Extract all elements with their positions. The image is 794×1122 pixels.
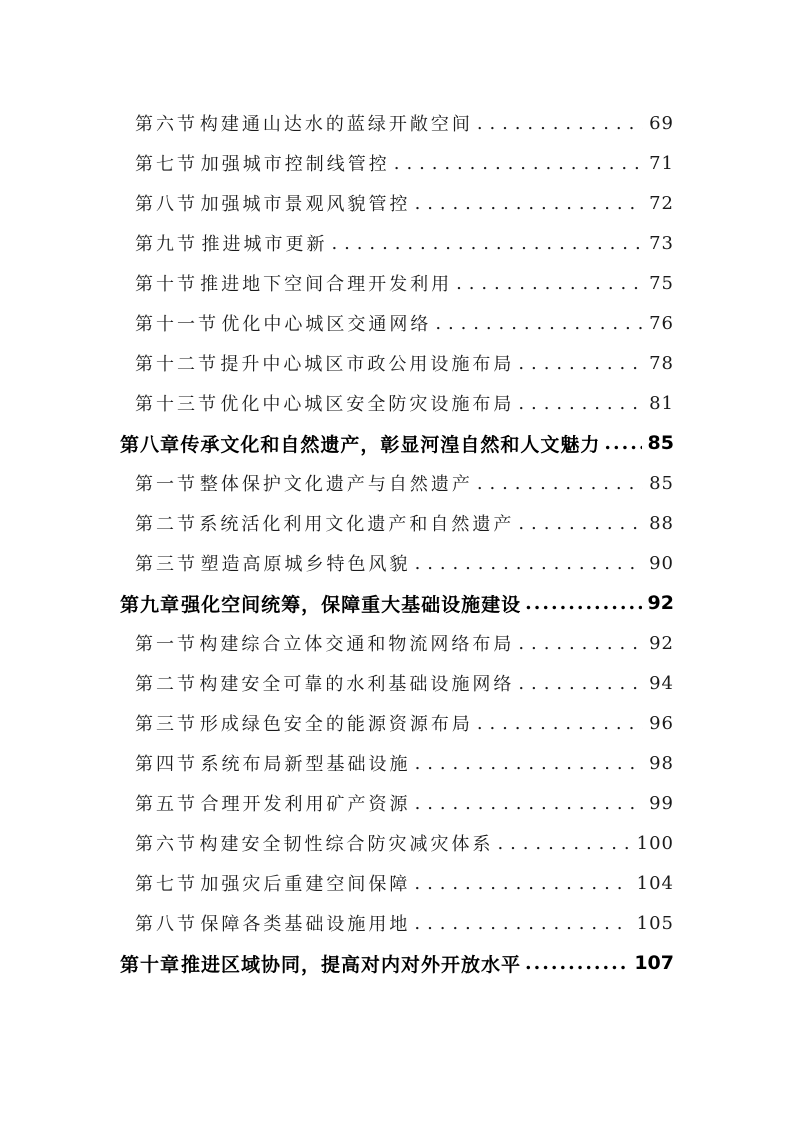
toc-entry-number: 第七节 (135, 874, 198, 895)
toc-entry-title: 优化中心城区安全防灾设施布局 (220, 394, 515, 415)
toc-entry-number: 第十一节 (135, 314, 219, 335)
toc-entry-number: 第三节 (135, 714, 198, 735)
toc-entry-number: 第一节 (135, 634, 198, 655)
toc-entry-number: 第四节 (135, 754, 198, 775)
dot-leader (415, 193, 644, 214)
toc-entry-title: 推进地下空间合理开发利用 (200, 274, 453, 295)
toc-entry-title: 构建安全韧性综合防灾减灾体系 (199, 834, 494, 855)
toc-entry-page-number: 73 (649, 232, 674, 254)
dot-leader (415, 793, 644, 814)
toc-entry-title: 优化中心城区交通网络 (221, 314, 432, 335)
toc-entry-page-number: 104 (636, 872, 674, 894)
dot-leader (477, 473, 643, 494)
toc-entry-number: 第七节 (135, 154, 198, 175)
toc-entry-number: 第八节 (135, 194, 198, 215)
toc-entry-title: 推进区域协同，提高对内对外开放水平 (181, 953, 522, 976)
toc-entry-page-number: 76 (649, 312, 674, 334)
toc-entry-title: 整体保护文化遗产与自然遗产 (199, 474, 473, 495)
toc-entry-number: 第十二节 (135, 354, 219, 375)
toc-section-entry[interactable] (0, 663, 794, 703)
dot-leader (477, 713, 643, 734)
toc-section-entry[interactable] (0, 863, 794, 903)
toc-entry-title: 塑造高原城乡特色风貌 (200, 554, 411, 575)
toc-entry-page-number: 71 (649, 152, 674, 174)
toc-section-entry[interactable] (0, 703, 794, 743)
toc-section-entry[interactable] (0, 903, 794, 943)
toc-section-entry[interactable] (0, 143, 794, 183)
toc-entry-title: 系统活化利用文化遗产和自然遗产 (199, 514, 515, 535)
toc-entry-page-number: 96 (649, 712, 674, 734)
toc-entry-number: 第二节 (135, 514, 198, 535)
toc-entry-title: 形成绿色安全的能源资源布局 (199, 714, 473, 735)
toc-entry-page-number: 85 (649, 472, 674, 494)
toc-entry-number: 第五节 (135, 794, 198, 815)
toc-section-entry[interactable] (0, 183, 794, 223)
dot-leader (518, 353, 643, 374)
toc-section-entry[interactable] (0, 383, 794, 423)
toc-entry-page-number: 85 (647, 432, 674, 454)
toc-entry-page-number: 92 (649, 632, 674, 654)
toc-chapter-entry[interactable] (0, 423, 794, 463)
toc-chapter-entry[interactable] (0, 943, 794, 983)
toc-entry-page-number: 72 (649, 192, 674, 214)
toc-entry-page-number: 81 (649, 392, 674, 414)
toc-entry-page-number: 88 (649, 512, 674, 534)
toc-entry-page-number: 69 (649, 112, 674, 134)
toc-entry-title: 推进城市更新 (201, 234, 328, 255)
toc-entry-title: 保障各类基础设施用地 (200, 914, 411, 935)
toc-entry-number: 第十节 (135, 274, 198, 295)
toc-section-entry[interactable] (0, 743, 794, 783)
toc-section-entry[interactable] (0, 503, 794, 543)
toc-entry-number: 第八章 (120, 433, 181, 456)
toc-entry-number: 第十章 (120, 953, 181, 976)
dot-leader (394, 153, 643, 174)
toc-entry-page-number: 107 (634, 952, 674, 974)
toc-entry-page-number: 100 (636, 832, 674, 854)
toc-entry-title: 强化空间统筹，保障重大基础设施建设 (181, 593, 522, 616)
toc-entry-title: 提升中心城区市政公用设施布局 (220, 354, 515, 375)
toc-section-entry[interactable] (0, 223, 794, 263)
toc-entry-page-number: 94 (649, 672, 674, 694)
toc-entry-number: 第六节 (135, 114, 198, 135)
dot-leader (518, 393, 643, 414)
table-of-contents (0, 103, 794, 983)
toc-section-entry[interactable] (0, 783, 794, 823)
toc-entry-page-number: 98 (649, 752, 674, 774)
toc-section-entry[interactable] (0, 543, 794, 583)
toc-entry-number: 第二节 (135, 674, 198, 695)
toc-entry-page-number: 90 (649, 552, 674, 574)
toc-section-entry[interactable] (0, 303, 794, 343)
dot-leader (415, 753, 644, 774)
toc-entry-page-number: 92 (647, 592, 674, 614)
dot-leader (332, 233, 644, 254)
dot-leader (525, 952, 628, 974)
toc-entry-title: 系统布局新型基础设施 (200, 754, 411, 775)
dot-leader (498, 833, 631, 854)
dot-leader (518, 513, 643, 534)
toc-entry-title: 构建通山达水的蓝绿开敞空间 (199, 114, 473, 135)
toc-entry-title: 加强灾后重建空间保障 (200, 874, 411, 895)
toc-entry-number: 第十三节 (135, 394, 219, 415)
toc-section-entry[interactable] (0, 103, 794, 143)
dot-leader (525, 592, 641, 614)
toc-entry-number: 第九章 (120, 593, 181, 616)
dot-leader (456, 273, 643, 294)
dot-leader (518, 633, 643, 654)
toc-entry-page-number: 75 (649, 272, 674, 294)
dot-leader (435, 313, 643, 334)
dot-leader (415, 553, 644, 574)
toc-entry-number: 第一节 (135, 474, 198, 495)
toc-entry-number: 第六节 (135, 834, 198, 855)
dot-leader (477, 113, 643, 134)
dot-leader (414, 873, 630, 894)
toc-section-entry[interactable] (0, 823, 794, 863)
toc-entry-title: 合理开发利用矿产资源 (200, 794, 411, 815)
toc-section-entry[interactable] (0, 623, 794, 663)
toc-entry-title: 加强城市控制线管控 (200, 154, 390, 175)
dot-leader (414, 913, 630, 934)
toc-entry-number: 第三节 (135, 554, 198, 575)
toc-chapter-entry[interactable] (0, 583, 794, 623)
dot-leader (604, 432, 641, 454)
toc-entry-title: 传承文化和自然遗产，彰显河湟自然和人文魅力 (180, 433, 601, 456)
toc-entry-title: 构建安全可靠的水利基础设施网络 (199, 674, 515, 695)
toc-entry-number: 第八节 (135, 914, 198, 935)
toc-entry-page-number: 105 (636, 912, 674, 934)
toc-entry-page-number: 78 (649, 352, 674, 374)
toc-entry-page-number: 99 (649, 792, 674, 814)
toc-entry-title: 加强城市景观风貌管控 (200, 194, 411, 215)
toc-section-entry[interactable] (0, 263, 794, 303)
toc-entry-title: 构建综合立体交通和物流网络布局 (199, 634, 515, 655)
dot-leader (518, 673, 643, 694)
toc-section-entry[interactable] (0, 463, 794, 503)
toc-section-entry[interactable] (0, 343, 794, 383)
toc-entry-number: 第九节 (135, 234, 198, 255)
